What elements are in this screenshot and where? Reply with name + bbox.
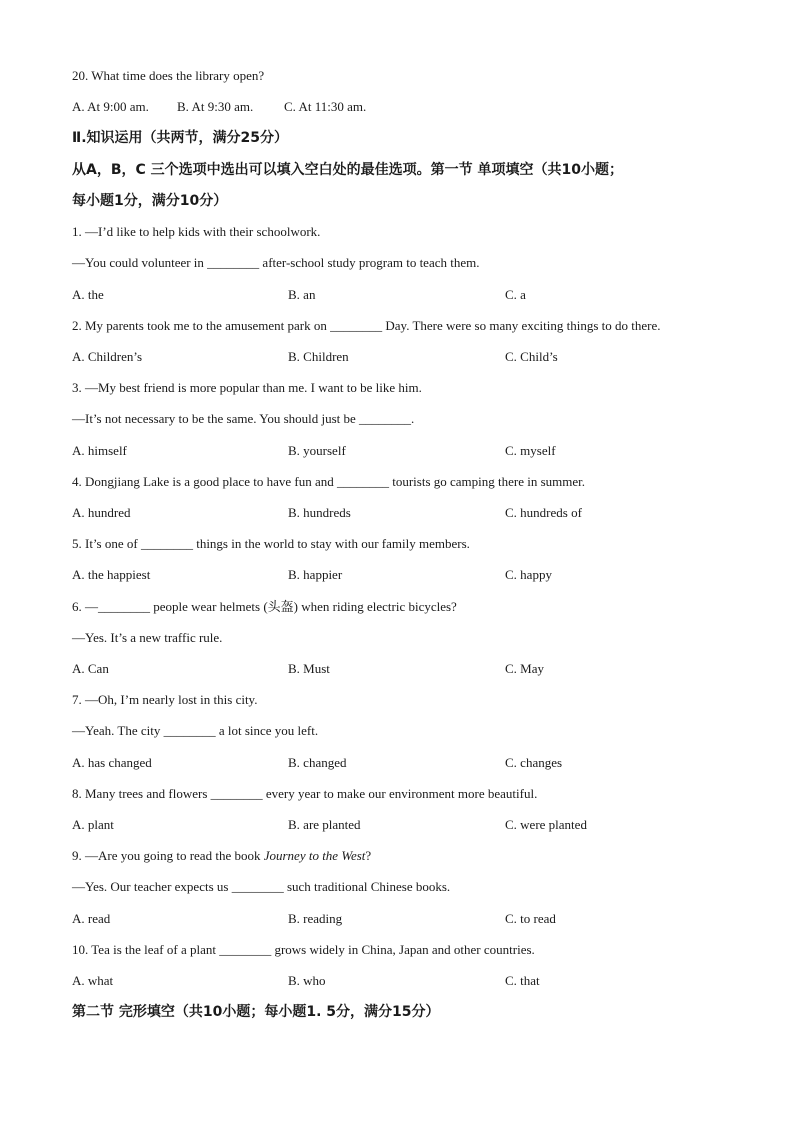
question-10-line-1: 10. Tea is the leaf of a plant ________ grows widely in China, Japan and other countries. (72, 942, 535, 957)
question-7-line-1: 7. —Oh, I’m nearly lost in this city. (72, 692, 258, 707)
section-instruction-line-1: 从A，B，C 三个选项中选出可以填入空白处的最佳选项。第一节 单项填空（共10小题； (72, 162, 624, 178)
option-a: A. Can (72, 661, 109, 676)
option-c: C. a (505, 287, 526, 302)
question-6-line-2: —Yes. It’s a new traffic rule. (72, 630, 223, 645)
option-c: C. myself (505, 443, 556, 458)
option-a: A. has changed (72, 755, 152, 770)
option-b: B. an (288, 287, 316, 302)
option-b: B. yourself (288, 443, 346, 458)
option-a: A. At 9:00 am. (72, 99, 149, 114)
question-8-options (72, 817, 722, 833)
question-2-line-1: 2. My parents took me to the amusement park on ________ Day. There were so many exciting things to do there. (72, 318, 661, 333)
option-b: B. Children (288, 349, 349, 364)
question-9-options (72, 911, 722, 927)
question-mark: ? (365, 848, 372, 863)
option-b: B. At 9:30 am. (177, 99, 254, 114)
question-20-options (72, 99, 722, 115)
question-3-line-2: —It’s not necessary to be the same. You should just be ________. (72, 411, 415, 426)
question-9-line-1 (72, 848, 371, 864)
option-a: A. read (72, 911, 111, 926)
question-1-options (72, 287, 722, 303)
question-9-line-2: —Yes. Our teacher expects us ________ such traditional Chinese books. (72, 879, 451, 894)
question-10-options (72, 973, 722, 989)
question-9-stem: 9. —Are you going to read the book (72, 848, 264, 863)
section-instruction-line-2: 每小题1分，满分10分） (72, 193, 228, 209)
question-4-line-1: 4. Dongjiang Lake is a good place to have fun and ________ tourists go camping there in summer. (72, 474, 586, 489)
option-c: C. Child’s (505, 349, 558, 364)
option-a: A. Children’s (72, 349, 143, 364)
option-a: A. the happiest (72, 567, 151, 582)
question-6-line-1: 6. —________ people wear helmets (头盔) when riding electric bicycles? (72, 599, 457, 614)
question-1-line-1: 1. —I’d like to help kids with their schoolwork. (72, 224, 321, 239)
option-c: C. hundreds of (505, 505, 582, 520)
option-c: C. At 11:30 am. (284, 99, 367, 114)
option-b: B. reading (288, 911, 343, 926)
option-b: B. who (288, 973, 326, 988)
option-b: B. hundreds (288, 505, 351, 520)
option-c: C. changes (505, 755, 563, 770)
option-c: C. were planted (505, 817, 587, 832)
question-8-line-1: 8. Many trees and flowers ________ every year to make our environment more beautiful. (72, 786, 538, 801)
question-7-line-2: —Yeah. The city ________ a lot since you left. (72, 723, 319, 738)
section-title: Ⅱ.知识运用（共两节，满分25分） (72, 130, 289, 146)
question-2-options (72, 349, 722, 365)
question-20-stem: 20. What time does the library open? (72, 68, 265, 83)
option-a: A. what (72, 973, 114, 988)
option-a: A. plant (72, 817, 114, 832)
option-c: C. May (505, 661, 544, 676)
question-3-line-1: 3. —My best friend is more popular than me. I want to be like him. (72, 380, 422, 395)
option-a: A. hundred (72, 505, 131, 520)
option-b: B. Must (288, 661, 330, 676)
option-a: A. the (72, 287, 104, 302)
option-c: C. happy (505, 567, 552, 582)
option-b: B. happier (288, 567, 343, 582)
book-title: Journey to the West (263, 848, 366, 863)
option-c: C. that (505, 973, 540, 988)
question-7-options (72, 755, 722, 771)
option-c: C. to read (505, 911, 556, 926)
option-a: A. himself (72, 443, 127, 458)
question-6-options (72, 661, 722, 677)
question-1-line-2: —You could volunteer in ________ after-school study program to teach them. (72, 255, 480, 270)
cloze-section-title: 第二节 完形填空（共10小题；每小题1. 5分，满分15分） (72, 1004, 440, 1020)
question-4-options (72, 505, 722, 521)
question-5-line-1: 5. It’s one of ________ things in the world to stay with our family members. (72, 536, 470, 551)
option-b: B. are planted (288, 817, 361, 832)
question-5-options (72, 567, 722, 583)
question-3-options (72, 443, 722, 459)
option-b: B. changed (288, 755, 347, 770)
